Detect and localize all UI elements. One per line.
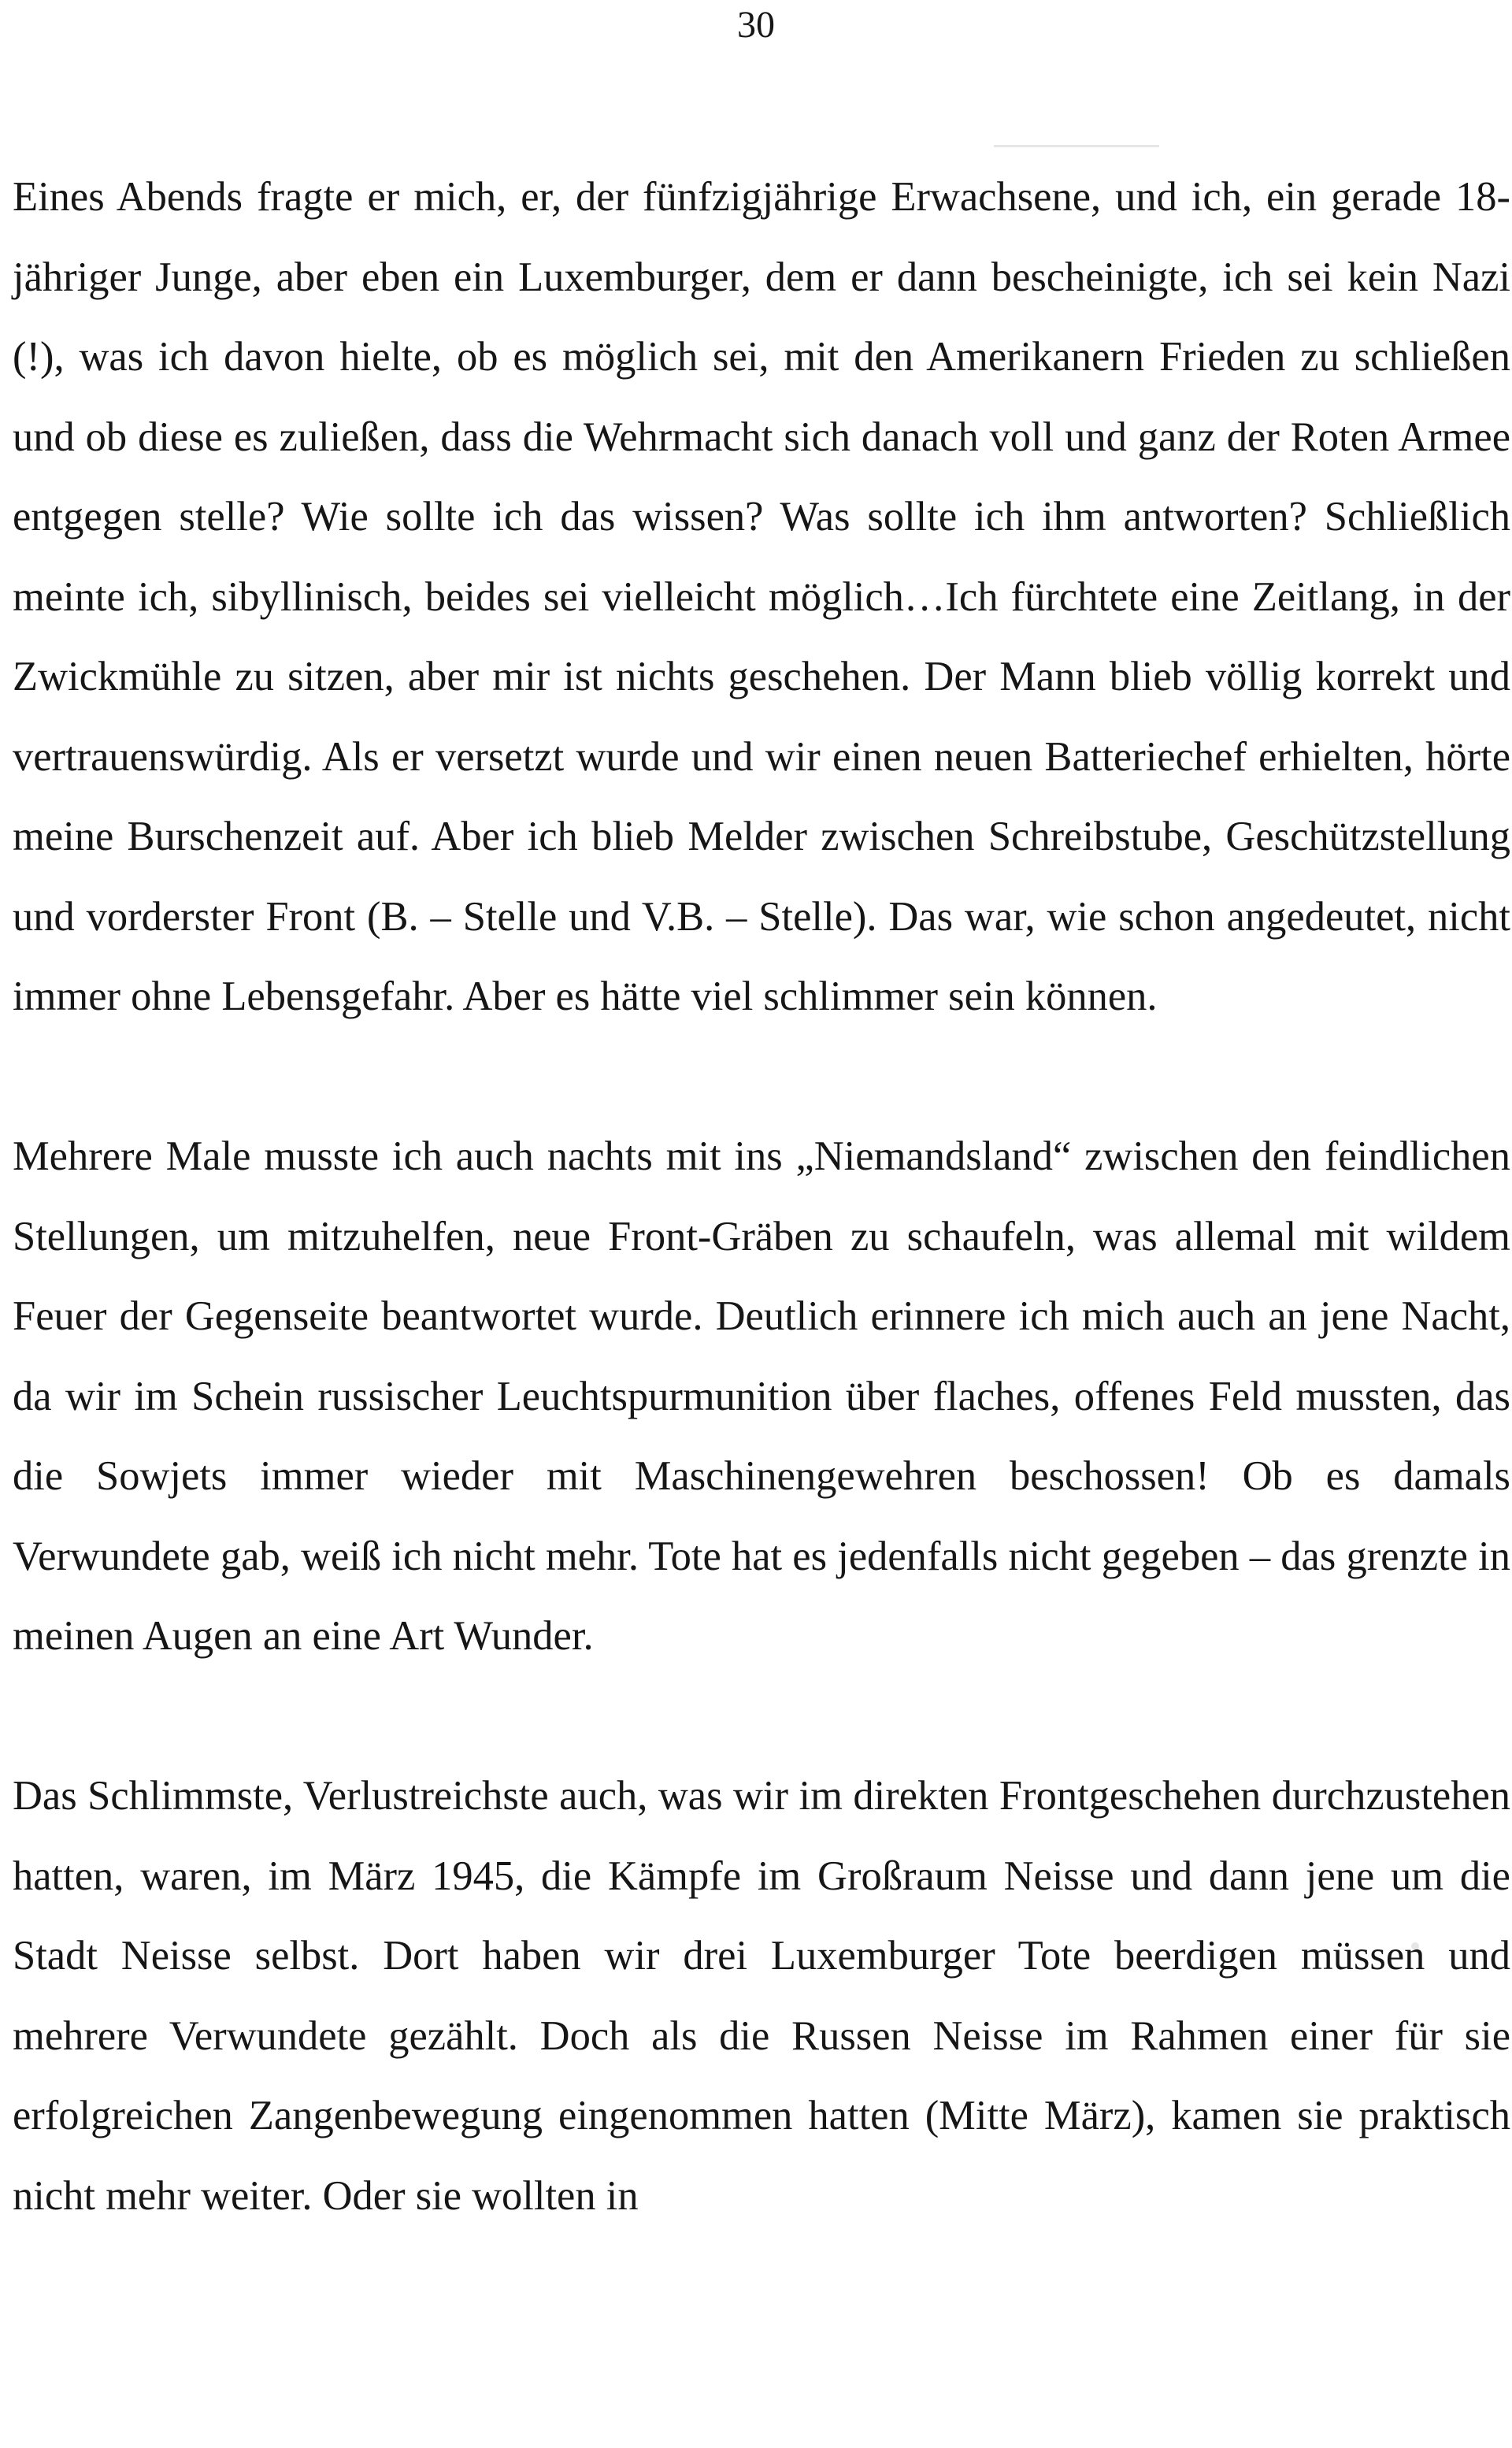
page-number: 30 (737, 4, 775, 46)
paragraph: Mehrere Male musste ich auch nachts mit ins „Niemandsland“ zwischen den feindlichen Stellungen, um mitzuhelfen, neue Front-Gräben zu schaufeln, was allemal mit wildem Feuer der Gegenseite beantwortet wurde. Deutlich erinnere ich mich auch an jene Nacht, da wir im Schein russischer Leuchtspurmunition über flaches, offenes Feld mussten, das die Sowjets immer wieder mit Maschinengewehren beschossen! Ob es damals Verwundete gab, weiß ich nicht mehr. Tote hat es jedenfalls nicht gegeben – das grenzte in meinen Augen an eine Art Wunder. (13, 1133, 1510, 1659)
scan-mark (994, 145, 1159, 147)
paragraph: Eines Abends fragte er mich, er, der fünfzigjährige Erwachsene, und ich, ein gerade 18-jähriger Junge, aber eben ein Luxemburger, dem er dann bescheinigte, ich sei kein Nazi (!), was ich davon hielte, ob es möglich sei, mit den Amerikanern Frieden zu schließen und ob diese es zuließen, dass die Wehrmacht sich danach voll und ganz der Roten Armee entgegen stelle? Wie sollte ich das wissen? Was sollte ich ihm antworten? Schließlich meinte ich, sibyllinisch, beides sei vielleicht möglich…Ich fürchtete eine Zeitlang, in der Zwickmühle zu sitzen, aber mir ist nichts geschehen. Der Mann blieb völlig korrekt und vertrauenswürdig. Als er versetzt wurde und wir einen neuen Batteriechef erhielten, hörte meine Burschenzeit auf. Aber ich blieb Melder zwischen Schreibstube, Geschützstellung und vorderster Front (B. – Stelle und V.B. – Stelle). Das war, wie schon angedeutet, nicht immer ohne Lebensgefahr. Aber es hätte viel schlimmer sein können. (13, 174, 1510, 1019)
document-body (13, 158, 1510, 2236)
paragraph: Das Schlimmste, Verlustreichste auch, was wir im direkten Frontgeschehen durchzustehen hatten, waren, im März 1945, die Kämpfe im Großraum Neisse und dann jene um die Stadt Neisse selbst. Dort haben wir drei Luxemburger Tote beerdigen müssen und mehrere Verwundete gezählt. Doch als die Russen Neisse im Rahmen einer für sie erfolgreichen Zangenbewegung eingenommen hatten (Mitte März), kamen sie praktisch nicht mehr weiter. Oder sie wollten in (13, 1773, 1510, 2219)
